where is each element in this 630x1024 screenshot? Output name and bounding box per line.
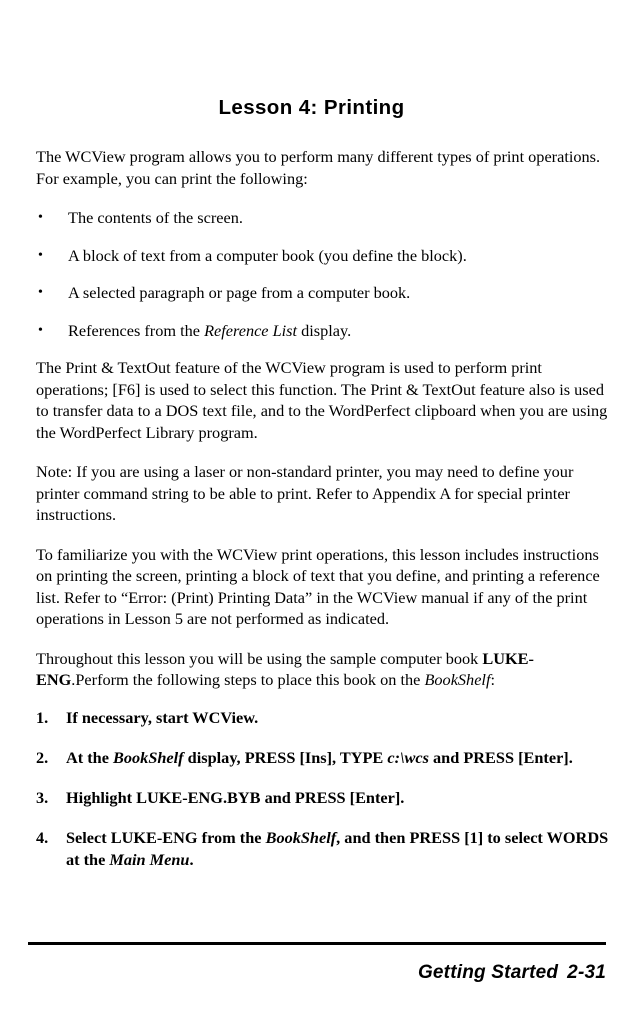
paragraph-note: Note: If you are using a laser or non-standard printer, you may need to define your printer command string to be able to print. Refer to Appendix A for special printer instructions. (36, 462, 574, 524)
paragraph-familiarize: To familiarize you with the WCView print operations, this lesson includes instructions on printing the screen, printing a block of text that you define, and printing a reference list. Refer to “Error: (Print) Printing Data” in the WCView manual if any of the print operations in Lesson 5 are not performed as indicated. (36, 544, 600, 628)
list-item (36, 207, 611, 229)
step-text-1: BookShelf (113, 747, 184, 767)
list-item (36, 245, 611, 267)
page-title: Lesson 4: Printing (218, 96, 405, 119)
step-text-2: , and then PRESS [1] to select WORDS at the (66, 827, 609, 869)
list-item-text-pre: References from the (68, 320, 205, 340)
step-item (36, 707, 611, 729)
step-text: If necessary, start WCView. (66, 707, 259, 727)
bullet-icon: • (38, 210, 43, 225)
step-text-2: display, PRESS [Ins], TYPE (183, 747, 388, 767)
lead-in-line2-pre: Perform the following steps to place this book on the (75, 670, 425, 689)
step-number: 2. (36, 747, 49, 767)
lead-in-line2-post: : (490, 670, 496, 689)
bullet-icon: • (38, 285, 43, 300)
paragraph-print-feature: The Print & TextOut feature of the WCView program is used to perform print operations; [F6] is used to select this function. The Print & TextOut feature also is used to transfer data to a DOS text file, and to the WordPerfect clipboard when you are using the WordPerfect Library program. (36, 358, 608, 442)
step-text-4: . (189, 849, 194, 869)
paragraph-lead-in (36, 648, 611, 691)
step-text-3: Main Menu (109, 849, 190, 869)
page-content (36, 96, 611, 889)
step-text: Highlight LUKE-ENG.BYB and PRESS [Enter]. (66, 787, 405, 807)
footer-label: Getting Started (417, 962, 559, 983)
step-item (36, 747, 611, 769)
bullet-icon: • (38, 322, 43, 338)
lead-in-pre: Throughout this lesson you will be using the sample computer book (36, 648, 483, 668)
step-number: 1. (36, 707, 49, 727)
step-number: 3. (36, 787, 49, 807)
lead-in-bookshelf: BookShelf (424, 670, 491, 689)
list-item (36, 282, 611, 304)
step-item (36, 787, 611, 809)
page-footer (418, 962, 606, 984)
step-text-4: and PRESS [Enter]. (428, 747, 573, 767)
footer-page-number: 2-31 (567, 962, 606, 983)
step-number: 4. (36, 827, 49, 847)
lead-in-post: . (71, 670, 76, 689)
list-item-text: A block of text from a computer book (you define the block). (68, 245, 467, 265)
intro-paragraph: The WCView program allows you to perform many different types of print operations. For example, you can print the following: (36, 147, 601, 188)
step-text-1: BookShelf (265, 827, 337, 847)
list-item-text: The contents of the screen. (68, 208, 243, 227)
list-item-text: A selected paragraph or page from a computer book. (68, 283, 411, 302)
lead-in-book-name: LUKE-ENG (36, 648, 534, 689)
step-text-0: Select LUKE-ENG from the (66, 827, 266, 847)
footer-divider (28, 942, 606, 945)
bullet-list (36, 207, 611, 341)
bullet-icon: • (38, 247, 43, 263)
list-item-text-post: display. (297, 320, 352, 340)
list-item (36, 320, 611, 342)
step-item (36, 827, 611, 871)
list-item-text-emphasis: Reference List (204, 320, 298, 340)
numbered-steps (36, 707, 611, 871)
step-text-3: c:\wcs (387, 747, 429, 767)
step-text-0: At the (66, 747, 114, 767)
